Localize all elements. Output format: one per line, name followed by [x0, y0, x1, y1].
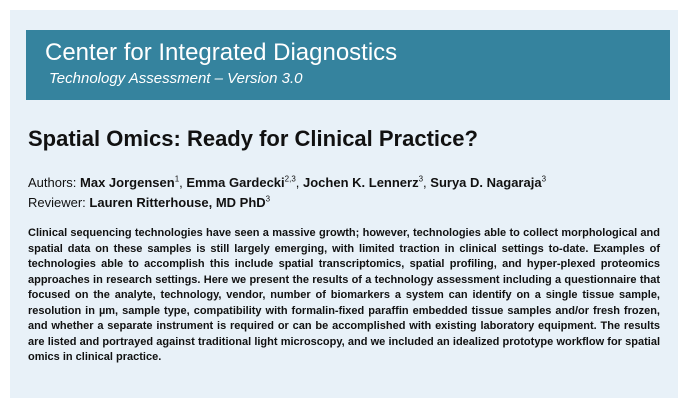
author-name: Jochen K. Lennerz — [303, 175, 419, 190]
reviewer-line — [28, 195, 270, 211]
author-name: Surya D. Nagaraja — [430, 175, 542, 190]
author-name: Emma Gardecki — [186, 175, 285, 190]
author-affiliation: 2,3 — [284, 174, 296, 184]
authors-line — [28, 175, 546, 191]
author-affiliation: 1 — [174, 174, 180, 184]
authors-label: Authors: — [28, 175, 81, 190]
author-affiliation: 3 — [541, 174, 547, 184]
organization-title: Center for Integrated Diagnostics — [45, 39, 398, 66]
author-separator: , — [295, 175, 304, 190]
abstract-paragraph: Clinical sequencing technologies have seen a massive growth; however, technologies able to collect morphological and spatial data on these samples is still largely emerging, with limited traction in clinical settings to-date. Examples of technologies able to accomplish this include spatial transcriptomics, spatial profiling, and hyper-plexed proteomics approaches in research settings. Here we present the results of a technology assessment including a questionnaire that focused on the analyte, technology, vendor, number of biomarkers a system can identify on a single tissue sample, resolution in µm, sample type, compatibility with formalin-fixed paraffin embedded tissue samples and/or fresh frozen, and whether a separate instrument is required or can be accomplished with existing laboratory equipment. The results are listed and portrayed against traditional light microscopy, and we included an idealized prototype workflow for spatial omics in clinical practice. — [28, 227, 660, 363]
reviewer-label: Reviewer: — [28, 195, 90, 210]
document-title: Spatial Omics: Ready for Clinical Practice? — [28, 126, 478, 151]
author-separator: , — [423, 175, 431, 190]
author-separator: , — [179, 175, 187, 190]
reviewer-name: Lauren Ritterhouse, MD PhD — [89, 195, 266, 210]
assessment-subtitle: Technology Assessment – Version 3.0 — [49, 70, 303, 87]
document-page — [10, 10, 678, 398]
author-affiliation: 3 — [418, 174, 424, 184]
header-banner — [26, 30, 670, 100]
reviewer-affiliation: 3 — [265, 194, 271, 204]
author-name: Max Jorgensen — [80, 175, 175, 190]
